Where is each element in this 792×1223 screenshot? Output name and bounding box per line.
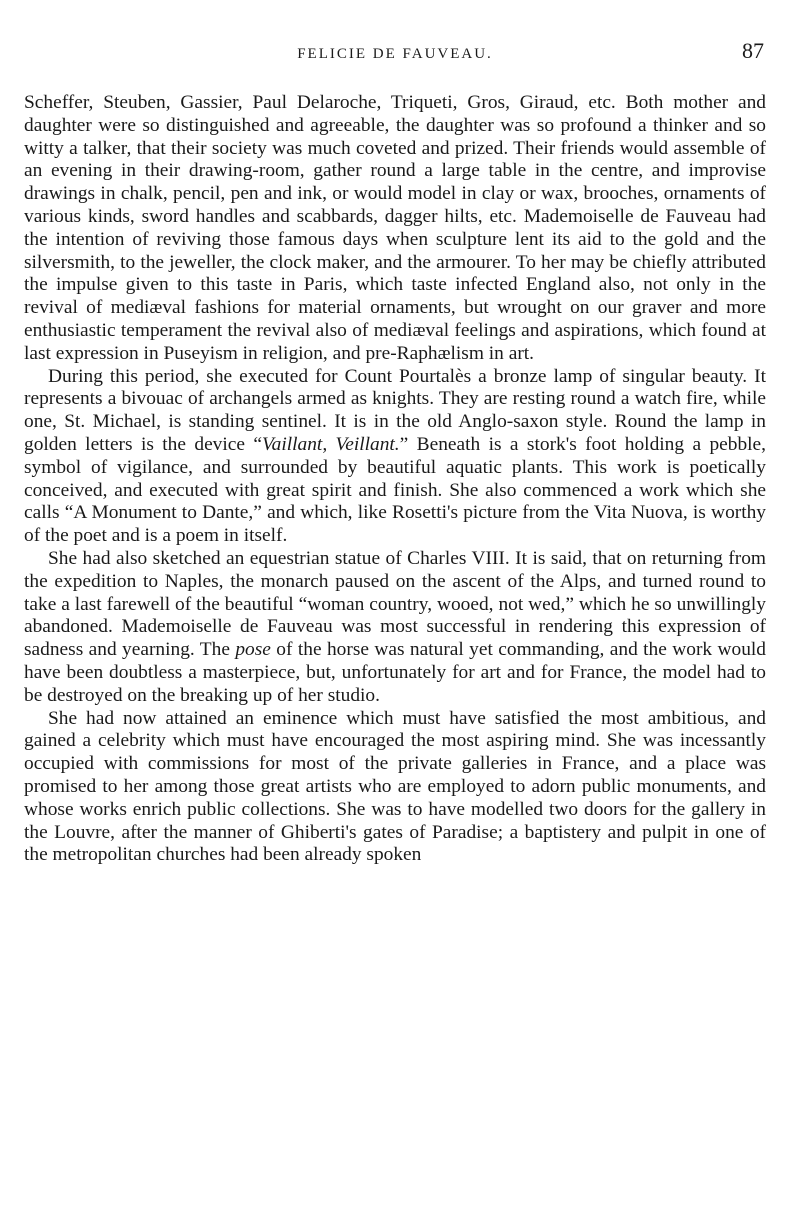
paragraph-3-italic-pose: pose xyxy=(235,639,271,661)
book-page xyxy=(24,36,766,867)
paragraph-2-italic-device: Vaillant, Veillant. xyxy=(261,433,400,455)
paragraph-2-text-b: ” Beneath is a stork's foot holding a pebble, symbol of vigilance, and surrounded by beautiful aquatic plants. This work is poetically conceived, and executed with great spirit and finish. She also commenced a work which she calls “A Monument to Dante,” and which, like Rosetti's picture from the Vita Nuova, is worthy of the poet and is a poem in itself. xyxy=(24,433,766,547)
body-text xyxy=(24,92,766,867)
paragraph-2 xyxy=(24,366,766,548)
page-number: 87 xyxy=(742,38,764,63)
paragraph-3-text-a: She had also sketched an equestrian statue of Charles VIII. It is said, that on returning from the expedition to Naples, the monarch paused on the ascent of the Alps, and turned round to take a last farewell of the beautiful “woman country, wooed, not wed,” which he so unwillingly abandoned. Mademoiselle de Fauveau was most successful in rendering this expression of sadness and yearning. The xyxy=(24,547,766,661)
page-header xyxy=(24,36,766,76)
running-title: FELICIE DE FAUVEAU. xyxy=(297,46,493,62)
paragraph-2-text-a: During this period, she executed for Count Pourtalès a bronze lamp of singular beauty. It represents a bivouac of archangels armed as knights. They are resting round a watch fire, while one, St. Michael, is standing sentinel. It is in the old Anglo-saxon style. Round the lamp in golden letters is the device “ xyxy=(24,365,766,455)
paragraph-1: Scheffer, Steuben, Gassier, Paul Delaroche, Triqueti, Gros, Giraud, etc. Both mother and daughter were so distinguished and agreeable, the daughter was so profound a thinker and so witty a talker, that their society was much coveted and prized. Their friends would assemble of an evening in their drawing-room, gather round a large table in the centre, and improvise drawings in chalk, pencil, pen and ink, or would model in clay or wax, brooches, ornaments of various kinds, sword handles and scabbards, dagger hilts, etc. Mademoiselle de Fauveau had the intention of reviving those famous days when sculpture lent its aid to the gold and the silversmith, to the jeweller, the clock maker, and the armourer. To her may be chiefly attributed the impulse given to this taste in Paris, which taste infected England also, not only in the revival of mediæval fashions for material ornaments, but wrought on our graver and more enthusiastic temperament the revival also of mediæval feelings and aspirations, which found at last expression in Puseyism in religion, and pre-Raphælism in art. xyxy=(24,92,766,364)
paragraph-3 xyxy=(24,548,766,708)
paragraph-4: She had now attained an eminence which must have satisfied the most ambitious, and gained a celebrity which must have encouraged the most aspiring mind. She was incessantly occupied with commissions for most of the private galleries in France, and a place was promised to her among those great artists who are employed to adorn public monuments, and whose works enrich public collections. She was to have modelled two doors for the gallery in the Louvre, after the manner of Ghiberti's gates of Paradise; a baptistery and pulpit in one of the metropolitan churches had been already spoken xyxy=(24,707,766,866)
paragraph-3-text-b: of the horse was natural yet commanding, and the work would have been doubtless a masterpiece, but, unfortunately for art and for France, the model had to be destroyed on the breaking up of her studio. xyxy=(24,639,766,706)
